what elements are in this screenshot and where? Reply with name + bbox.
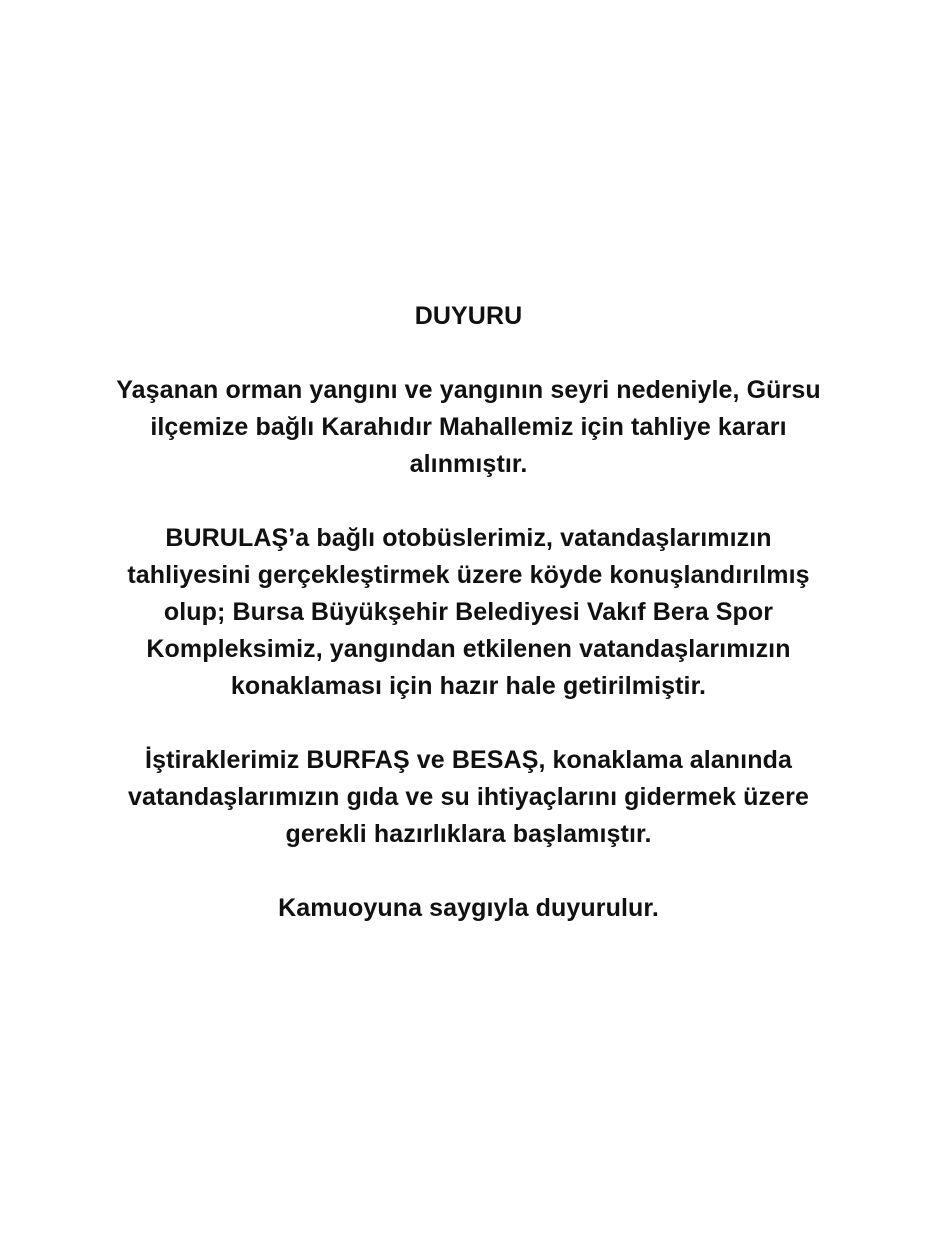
food-water-paragraph <box>40 742 897 853</box>
closing-statement: Kamuoyuna saygıyla duyurulur. <box>278 894 659 922</box>
transport-accommodation-paragraph <box>40 520 897 705</box>
paragraph-line: ilçemize bağlı Karahıdır Mahallemiz için tahliye kararı <box>150 413 787 441</box>
announcement-title: DUYURU <box>414 302 523 330</box>
paragraph-line: gerekli hazırlıklara başlamıştır. <box>285 820 652 848</box>
paragraph-line: vatandaşlarımızın gıda ve su ihtiyaçlarını gidermek üzere <box>128 783 809 811</box>
paragraph-line: olup; Bursa Büyükşehir Belediyesi Vakıf Bera Spor <box>163 598 774 626</box>
paragraph-line: tahliyesini gerçekleştirmek üzere köyde konuşlandırılmış <box>127 561 810 589</box>
paragraph-line: İştiraklerimiz BURFAŞ ve BESAŞ, konaklama alanında <box>145 746 792 774</box>
evacuation-paragraph <box>40 372 897 483</box>
paragraph-line: alınmıştır. <box>409 450 528 478</box>
paragraph-line: konaklaması için hazır hale getirilmiştir. <box>230 672 707 700</box>
paragraph-line: Yaşanan orman yangını ve yangının seyri nedeniyle, Gürsu <box>116 376 821 404</box>
announcement-body <box>40 298 897 927</box>
paragraph-line: BURULAŞ’a bağlı otobüslerimiz, vatandaşlarımızın <box>165 524 772 552</box>
paragraph-line: Kompleksimiz, yangından etkilenen vatandaşlarımızın <box>146 635 791 663</box>
